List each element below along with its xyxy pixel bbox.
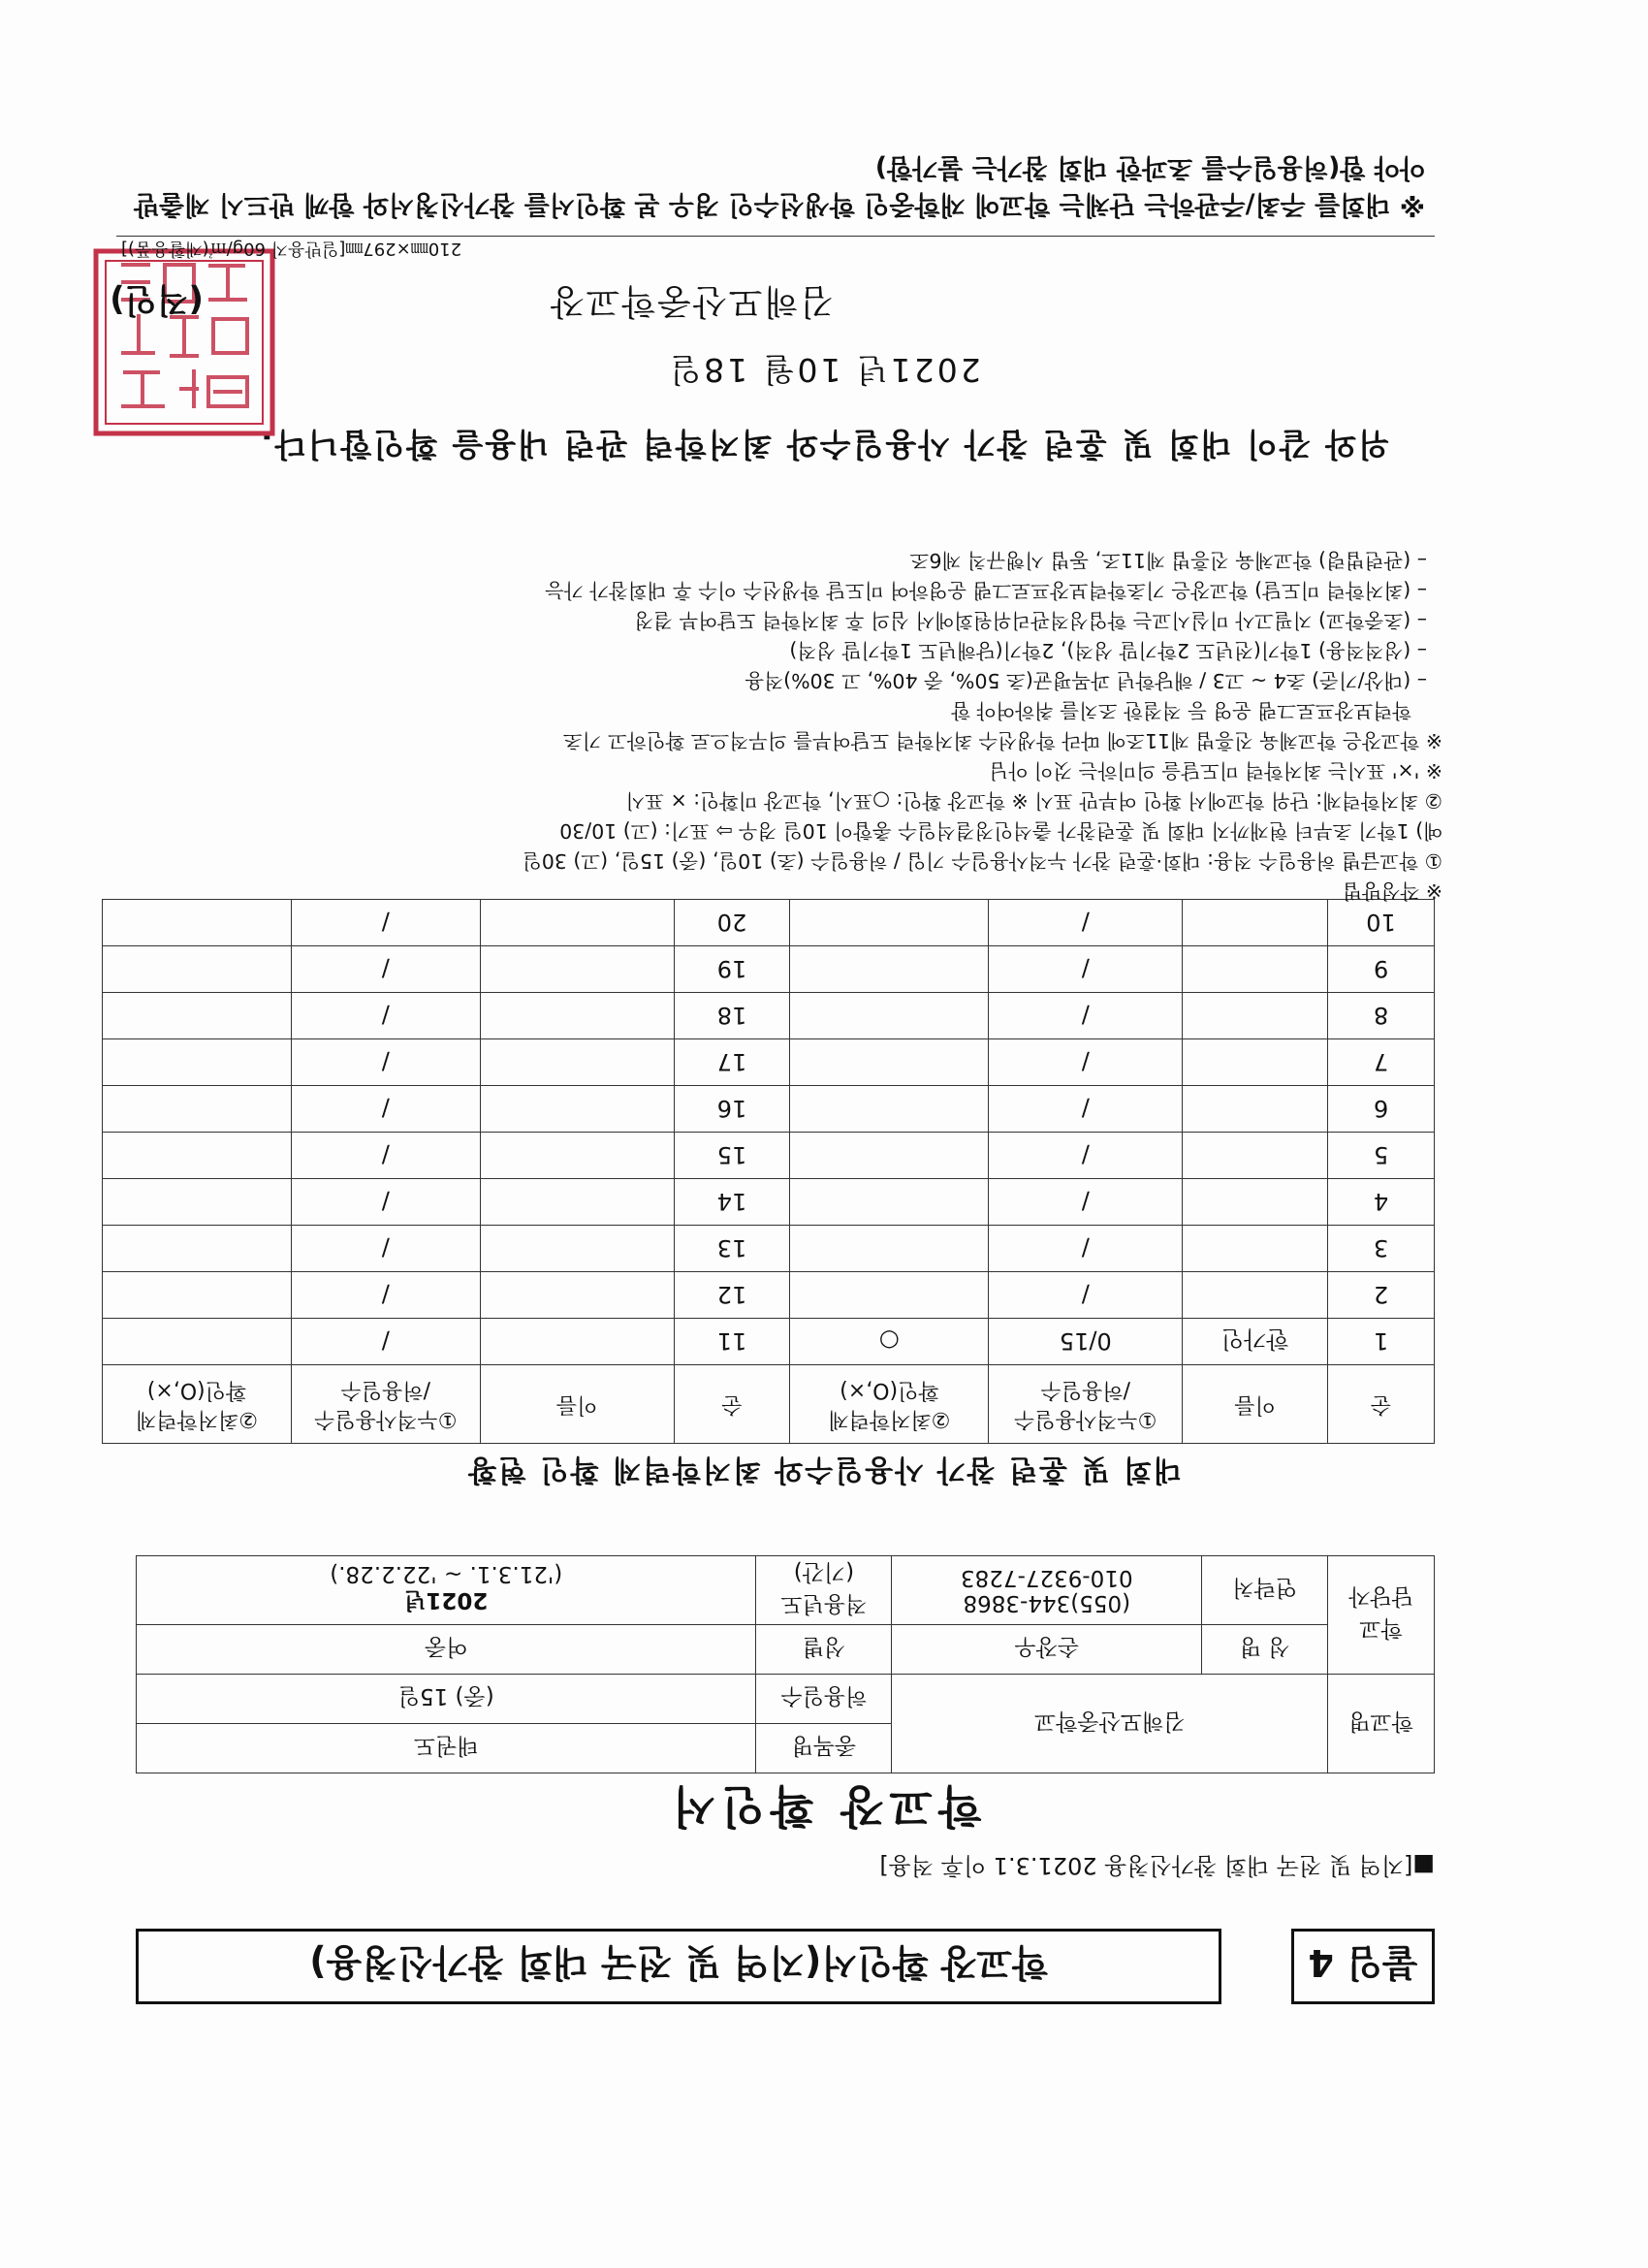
contact-values — [892, 1556, 1202, 1625]
cell-used: / — [989, 1272, 1183, 1319]
cell-name — [1183, 993, 1328, 1039]
gender-label: 성별 — [756, 1625, 892, 1675]
table-row — [103, 1179, 1435, 1226]
cell-used: / — [291, 1133, 480, 1179]
table-row — [103, 1272, 1435, 1319]
mobile-value: 010-9327-7283 — [961, 1565, 1133, 1590]
cell-used: / — [291, 900, 480, 946]
header-used-right: ①누적사용일수 /허용일수 — [291, 1365, 480, 1444]
cell-check — [790, 1039, 989, 1086]
cell-used: / — [291, 993, 480, 1039]
cell-used: / — [291, 1226, 480, 1272]
cell-name — [1183, 1133, 1328, 1179]
seal-glyph-stroke — [121, 372, 165, 406]
cell-no: 1 — [1328, 1319, 1435, 1365]
contact-label: 연락처 — [1202, 1556, 1328, 1625]
cell-used: / — [291, 1039, 480, 1086]
cell-no: 19 — [674, 946, 790, 993]
seal-glyph-stroke — [179, 369, 199, 408]
header-name-right: 이름 — [480, 1365, 674, 1444]
cell-check — [790, 1133, 989, 1179]
cell-name — [480, 1133, 674, 1179]
name-label: 성 명 — [1202, 1625, 1328, 1675]
cell-check — [103, 1179, 292, 1226]
allowed-days-label: 허용일수 — [756, 1675, 892, 1724]
notes-line: ※ 학교장은 학교체육 진흥법 제11조에 따라 학생선수 최저학력 도달여부를 의무적으로 확인하고 기초 — [562, 729, 1442, 752]
cell-name — [480, 1319, 674, 1365]
event-value: 태권도 — [137, 1724, 757, 1773]
header-used-left: ①누적사용일수 /허용일수 — [989, 1365, 1183, 1444]
cell-check: ○ — [790, 1319, 989, 1365]
form-title: 학교장 확인서(지역 및 전국 대회 참가신청용) — [136, 1929, 1221, 2004]
year-value: 2021년 — [404, 1587, 489, 1613]
notes-line: ① 학교급별 허용일수 적용: 대회·훈련 참가 누적사용일수 기입 / 허용일수 (초) 10일, (중) 15일, (고) 30일 — [522, 849, 1442, 873]
participation-header-row — [103, 1365, 1435, 1444]
cell-used: / — [291, 946, 480, 993]
cell-check — [103, 1226, 292, 1272]
participation-table — [102, 899, 1435, 1444]
participation-rows — [103, 900, 1435, 1365]
cell-no: 3 — [1328, 1226, 1435, 1272]
cell-no: 17 — [674, 1039, 790, 1086]
school-info-table — [136, 1555, 1435, 1773]
cell-no: 12 — [674, 1272, 790, 1319]
header-check-right: ②최저학력제 확인(O,×) — [103, 1365, 292, 1444]
cell-no: 10 — [1328, 900, 1435, 946]
seal-glyph-stroke — [213, 319, 247, 353]
cell-check — [790, 900, 989, 946]
cell-used: / — [291, 1319, 480, 1365]
seal-label: (직인) — [110, 280, 204, 319]
seal-glyph-stroke — [208, 266, 247, 300]
notes-line: – (최저학력 미도달) 학교장은 기초학력보장프로그램 운영하여 미도달 학생선수 이수 후 대회참가 가능 — [545, 579, 1427, 602]
cell-no: 14 — [674, 1179, 790, 1226]
cell-name — [1183, 1179, 1328, 1226]
cell-used: / — [989, 900, 1183, 946]
notes-line: 학력보장프로그램 운영 등 적절한 조치를 취하여야 함 — [951, 699, 1411, 722]
cell-no: 13 — [674, 1226, 790, 1272]
header-no-left: 순 — [1328, 1365, 1435, 1444]
paper-spec: 210㎜×297㎜[일반용지 60g/㎡(재활용품)] — [121, 239, 462, 259]
event-label: 종목명 — [756, 1724, 892, 1773]
cell-used: / — [989, 1086, 1183, 1133]
school-label: 학교명 — [1328, 1675, 1435, 1773]
cell-used: / — [989, 1133, 1183, 1179]
cell-check — [103, 993, 292, 1039]
allowed-days-value: (중) 15일 — [137, 1675, 757, 1724]
cell-name — [480, 1179, 674, 1226]
cell-check — [103, 1086, 292, 1133]
cell-check — [790, 946, 989, 993]
table-row — [103, 946, 1435, 993]
cell-check — [103, 900, 292, 946]
period-label: 적용년도 (기간) — [756, 1556, 892, 1625]
cell-no: 18 — [674, 993, 790, 1039]
notes-line: – (성적적용) 1학기(전년도 2학기말 성적), 2학기(당해년도 1학기말 성적) — [789, 639, 1427, 662]
table-row — [103, 993, 1435, 1039]
period-value: ('21.3.1. ~ '22.2.28.) — [330, 1561, 563, 1587]
cell-no: 4 — [1328, 1179, 1435, 1226]
confirmation-statement: 위와 같이 대회 및 훈련 참가 사용일수와 최저학력 관련 내용을 확인합니다. — [259, 426, 1389, 463]
cell-name — [480, 900, 674, 946]
cell-check — [790, 1179, 989, 1226]
cell-name: 한가인 — [1183, 1319, 1328, 1365]
table-row — [103, 1039, 1435, 1086]
period-values — [137, 1556, 757, 1625]
divider — [116, 236, 1435, 237]
cell-no: 16 — [674, 1086, 790, 1133]
form-number: 붙임 4 — [1291, 1929, 1435, 2004]
gender-value: 여중 — [137, 1625, 757, 1675]
cell-name — [480, 993, 674, 1039]
notes-line: 예) 1학기 초부터 현재까지 대회 및 훈련참가 출석인정결석일수 총합이 10일 경우 ⇨ 표기: (고) 10/30 — [559, 819, 1442, 843]
cell-check — [103, 1272, 292, 1319]
cell-check — [790, 1226, 989, 1272]
cell-used: / — [989, 1226, 1183, 1272]
confirmation-date: 2021년 10월 18일 — [667, 351, 981, 389]
phone-value: (055)344-3868 — [963, 1590, 1131, 1615]
name-value: 손장우 — [892, 1625, 1202, 1675]
cell-used: / — [989, 993, 1183, 1039]
applicable-note: ■[지역 및 전국 대회 참가신청용 2021.3.1 이후 적용] — [879, 1852, 1435, 1879]
cell-no: 5 — [1328, 1133, 1435, 1179]
cell-name — [1183, 946, 1328, 993]
cell-used: / — [291, 1086, 480, 1133]
cell-name — [1183, 1086, 1328, 1133]
notes-line: – (대상/기준) 초4 ~ 고3 / 해당학년 과목평균(초 50%, 중 40%, 고 30%)적용 — [745, 669, 1427, 692]
table-row — [103, 1226, 1435, 1272]
cell-used: / — [291, 1179, 480, 1226]
notes-line: – (관련법령) 학교체육 진흥법 제11조, 동법 시행규칙 제6조 — [909, 549, 1427, 572]
cell-used: / — [989, 946, 1183, 993]
cell-check — [790, 993, 989, 1039]
cell-check — [103, 1133, 292, 1179]
header-name-left: 이름 — [1183, 1365, 1328, 1444]
cell-name — [480, 1086, 674, 1133]
header-check-left: ②최저학력제 확인(O,×) — [790, 1365, 989, 1444]
warning-note: ※ 대회를 주최/주관하는 단체는 학교에 재학중인 학생선수인 경우 본 확인서를 참가신청서와 함께 반드시 제출받아야 함(허용일수를 초과한 대회 참가는 불가함) — [134, 152, 1425, 219]
seal-glyph-stroke — [208, 377, 247, 406]
notes-heading: ※ 작성방법 — [1343, 879, 1442, 903]
cell-check — [103, 1319, 292, 1365]
header-no-right: 순 — [674, 1365, 790, 1444]
cell-name — [1183, 1039, 1328, 1086]
official-seal — [82, 237, 286, 445]
notes-line: – (초중학교) 지필고사 미실시교는 학업성적관리위원회에서 심의 후 최저학력 도달여부 결정 — [634, 609, 1427, 632]
manager-label: 학교 담당자 — [1328, 1556, 1435, 1675]
table-row — [103, 900, 1435, 946]
cell-no: 15 — [674, 1133, 790, 1179]
notes-line: ※ '×' 표시는 최저학력 미도달을 의미하는 것이 아님 — [989, 759, 1442, 783]
cell-no: 9 — [1328, 946, 1435, 993]
notes-line: ② 최저학력제: 단위 학교에서 확인 여부만 표시 ※ 학교장 확인: ○표시, 학교장 미확인: × 표시 — [625, 789, 1442, 813]
cell-used: / — [989, 1039, 1183, 1086]
school-value: 김해모산중학교 — [892, 1675, 1328, 1773]
section-title: 대회 및 훈련 참가 사용일수와 최저학력제 확인 현황 — [466, 1453, 1182, 1486]
cell-used: / — [291, 1272, 480, 1319]
cell-used: 0/15 — [989, 1319, 1183, 1365]
cell-name — [1183, 1226, 1328, 1272]
cell-no: 7 — [1328, 1039, 1435, 1086]
cell-name — [480, 946, 674, 993]
principal-name: 김해모산중학교장 — [548, 281, 834, 321]
cell-name — [480, 1226, 674, 1272]
cell-no: 6 — [1328, 1086, 1435, 1133]
cell-used: / — [989, 1179, 1183, 1226]
cell-check — [103, 1039, 292, 1086]
cell-no: 8 — [1328, 993, 1435, 1039]
table-row — [103, 1086, 1435, 1133]
document-title: 학교장 확인서 — [666, 1780, 982, 1833]
cell-no: 2 — [1328, 1272, 1435, 1319]
cell-name — [480, 1039, 674, 1086]
cell-name — [1183, 1272, 1328, 1319]
cell-check — [103, 946, 292, 993]
notes — [114, 545, 1442, 906]
cell-check — [790, 1272, 989, 1319]
cell-name — [480, 1272, 674, 1319]
table-row — [103, 1319, 1435, 1365]
cell-no: 20 — [674, 900, 790, 946]
cell-no: 11 — [674, 1319, 790, 1365]
cell-check — [790, 1086, 989, 1133]
cell-name — [1183, 900, 1328, 946]
table-row — [103, 1133, 1435, 1179]
